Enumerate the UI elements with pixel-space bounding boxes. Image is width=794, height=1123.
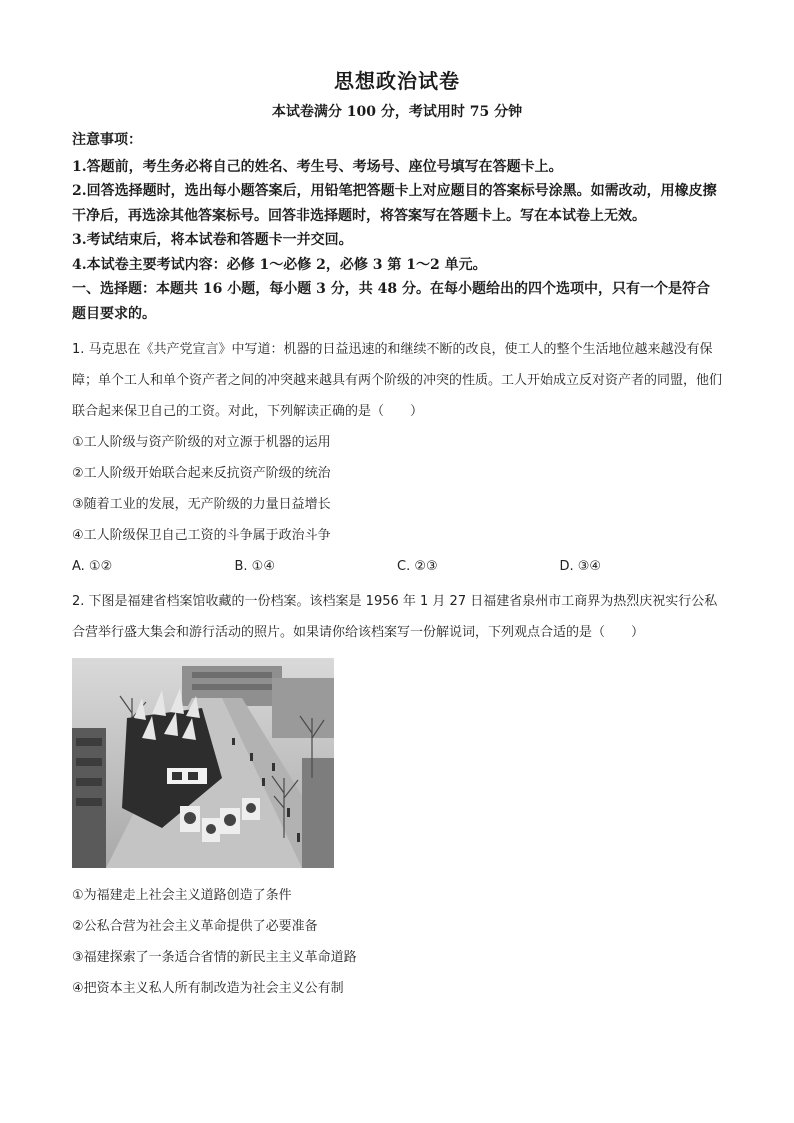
section-instruction: 一、选择题：本题共 16 小题，每小题 3 分，共 48 分。在每小题给出的四个选项中，只有一个是符合题目要求的。	[72, 281, 710, 322]
question-2-statement: ④把资本主义私人所有制改造为社会主义公有制	[72, 981, 344, 996]
option-c: C. ②③	[397, 559, 438, 574]
question-1-statement: ③随着工业的发展，无产阶级的力量日益增长	[72, 497, 331, 512]
notes-heading: 注意事项：	[72, 132, 142, 148]
archive-photo	[72, 658, 334, 868]
note-item: 3.考试结束后，将本试卷和答题卡一并交回。	[72, 232, 353, 248]
question-2-stem: 2. 下图是福建省档案馆收藏的一份档案。该档案是 1956 年 1 月 27 日福建省泉州市工商界为热烈庆祝实行公私合营举行盛大集会和游行活动的照片。如果请你给该档案写一份解说词，下列观点合适的是（ ）	[72, 594, 718, 640]
question-2-statement: ③福建探索了一条适合省情的新民主主义革命道路	[72, 950, 357, 965]
question-1-statement: ④工人阶级保卫自己工资的斗争属于政治斗争	[72, 528, 331, 543]
option-b: B. ①④	[234, 559, 275, 574]
question-1-options	[72, 551, 722, 582]
page-title: 思想政治试卷	[334, 69, 460, 93]
option-d: D. ③④	[559, 559, 602, 574]
exam-page	[72, 66, 722, 1004]
question-1-statement: ①工人阶级与资产阶级的对立源于机器的运用	[72, 435, 331, 450]
question-2-statement: ②公私合营为社会主义革命提供了必要准备	[72, 919, 318, 934]
question-2-statement: ①为福建走上社会主义道路创造了条件	[72, 888, 292, 903]
question-1-statement: ②工人阶级开始联合起来反抗资产阶级的统治	[72, 466, 331, 481]
note-item: 4.本试卷主要考试内容：必修 1～必修 2，必修 3 第 1～2 单元。	[72, 256, 487, 273]
option-a: A. ①②	[72, 559, 113, 574]
exam-info: 本试卷满分 100 分，考试用时 75 分钟	[271, 104, 523, 120]
question-1-stem: 1. 马克思在《共产党宣言》中写道：机器的日益迅速的和继续不断的改良，使工人的整个生活地位越来越没有保障；单个工人和单个资产者之间的冲突越来越具有两个阶级的冲突的性质。工人开始成立反对资产者的同盟，他们联合起来保卫自己的工资。对此，下列解读正确的是（ ）	[72, 342, 723, 419]
note-item: 2.回答选择题时，选出每小题答案后，用铅笔把答题卡上对应题目的答案标号涂黑。如需改动，用橡皮擦干净后，再选涂其他答案标号。回答非选择题时，将答案写在答题卡上。写在本试卷上无效。	[72, 183, 717, 224]
note-item: 1.答题前，考生务必将自己的姓名、考生号、考场号、座位号填写在答题卡上。	[72, 158, 563, 175]
parade-photo-illustration	[72, 658, 334, 868]
